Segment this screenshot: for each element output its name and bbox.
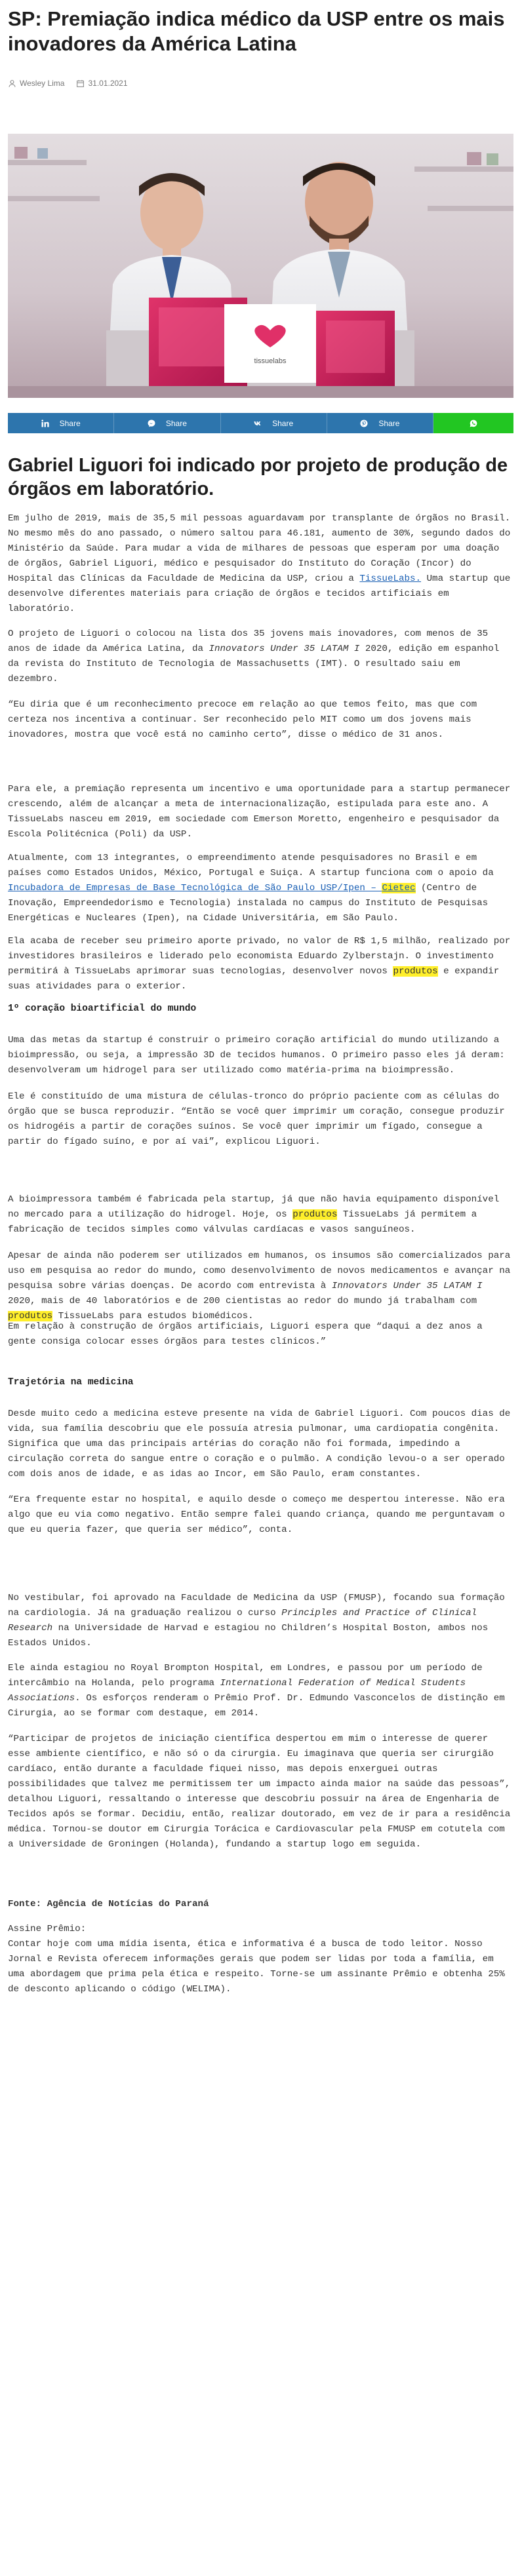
whatsapp-icon: [470, 420, 477, 427]
paragraph: Assine Prêmio:: [8, 1924, 87, 1934]
paragraph: O projeto de Liguori o colocou na lista dos 35 jovens mais inovadores, com menos de 35 anos de idade da América Latina, da Innovators Under 35 LATAM I 2020, edição em espanhol da revista do Instituto de Tecnologia de Massachusetts (IMT). O resultado saiu em dezembro.: [8, 629, 500, 684]
paragraph: “Eu diria que é um reconhecimento precoce em relação ao que temos feito, mas que com certeza nos incentiva a continuar. Ser reconhecido pelo MIT como um dos jovens mais inovadores, mostra que você está no caminho certo”, disse o médico de 31 anos.: [8, 699, 477, 740]
svg-text:tissuelabs: tissuelabs: [254, 357, 287, 365]
paragraph: Ele ainda estagiou no Royal Brompton Hospital, em Londres, e passou por um período de intercâmbio na Holanda, pelo programa International Federation of Medical Students Associations. Os esforços renderam o Prêmio Prof. Dr. Edmundo Vasconcelos de distinção em Cirurgia, ao se formar com destaque, em 2014.: [8, 1663, 505, 1719]
paragraph: “Era frequente estar no hospital, e aquilo desde o começo me despertou interesse. Não era algo que eu via como negativo. Então sempre falei quando criança, quando me perguntavam o que eu queria fazer, que queria ser médico”, conta.: [8, 1494, 505, 1535]
date-meta: [76, 79, 127, 88]
source-credit: Fonte: Agência de Notícias do Paraná: [8, 1899, 209, 1909]
hero-image: [8, 134, 513, 398]
share-label: Share: [272, 418, 294, 428]
paragraph: Contar hoje com uma mídia isenta, ética e informativa é a busca de todo leitor. Nosso Jornal e Revista oferecem informações gerais que podem ser lidas por toda a família, em uma abordagem que prima pela ética e respeito. Torne-se um assinante Prêmio e obtenha 25% de desconto aplicando o código (WELIMA).: [8, 1939, 505, 1995]
paragraph: “Participar de projetos de iniciação científica despertou em mim o interesse de querer esse ambiente científico, e não só o da cirurgia. Eu imaginava que queria ser cirurgião cardíaco, então durante a faculdade fiquei nisso, mas depois enxerguei outras possibilidades que talvez me permitissem ter um impacto ainda maior na saúde das pessoas”, detalhou Liguori, ressaltando o interesse que descobriu possuir na área de Engenharia de Tecidos após se formar. Decidiu, então, realizar doutorado, em vez de ir para a residência médica. Tornou-se doutor em Cirurgia Torácica e Cardiovascular pela FMUSP em cotutela com a Universidade de Groningen (Holanda), fundando a startup logo em seguida.: [8, 1734, 511, 1850]
article-title: SP: Premiação indica médico da USP entre os mais inovadores da América Latina: [8, 7, 505, 55]
share-vk-button[interactable]: [221, 413, 327, 433]
share-linkedin-button[interactable]: [8, 413, 114, 433]
share-whatsapp-button[interactable]: [433, 413, 513, 433]
paragraph: Ela acaba de receber seu primeiro aporte privado, no valor de R$ 1,5 milhão, realizado por investidores brasileiros e liderado pelo economista Eduardo Zylberstajn. O investimento permitirá à TissueLabs aprimorar suas tecnologias, desenvolver novos produtos e expandir suas atividades para o exterior.: [8, 936, 511, 992]
lab-photo: [8, 134, 513, 398]
vk-icon: [254, 420, 262, 427]
paragraph: Apesar de ainda não poderem ser utilizados em humanos, os insumos são comercializados para uso em pesquisa ao redor do mundo, como desenvolvimento de novos medicamentos e avançar na pesquisa sobre várias doenças. De acordo com entrevista à Innovators Under 35 LATAM I 2020, mais de 40 laboratórios e de 200 cientistas ao redor do mundo já trabalham com produtos TissueLabs para estudos biomédicos.: [8, 1251, 511, 1321]
author-meta[interactable]: [8, 79, 64, 88]
article-subtitle: Gabriel Liguori foi indicado por projeto de produção de órgãos em laboratório.: [8, 455, 508, 499]
tissuelabs-link[interactable]: TissueLabs.: [359, 574, 422, 584]
article-meta: [8, 77, 140, 89]
paragraph: Ele é constituído de uma mistura de células-tronco do próprio paciente com as células do órgão que se busca reproduzir. “Então se você quer imprimir um coração, consegue produzir os hidrogéis a partir de corações suínos. Se você quer imprimir um fígado, consegue a partir do fígado suíno, e por aí vai”, explicou Liguori.: [8, 1091, 505, 1147]
publish-date: 31.01.2021: [88, 79, 128, 88]
paragraph: Em relação à construção de órgãos artificiais, Liguori espera que “daqui a dez anos a gente consiga colocar esses órgãos para testes clínicos.”: [8, 1321, 483, 1347]
share-pinterest-button[interactable]: [327, 413, 433, 433]
paragraph: Uma das metas da startup é construir o primeiro coração artificial do mundo utilizando a bioimpressão, ou seja, a impressão 3D de tecidos humanos. O primeiro passo eles já deram: desenvolveram um hidrogel para ser utilizado como matéria-prima na bioimpressão.: [8, 1035, 505, 1076]
user-icon: [8, 79, 16, 88]
author-name: Wesley Lima: [20, 79, 65, 88]
section-heading: 1º coração bioartificial do mundo: [8, 1004, 197, 1014]
paragraph: Para ele, a premiação representa um incentivo e uma oportunidade para a startup permanecer crescendo, além de alcançar a meta de internacionalização, estipulada para este ano. A TissueLabs nasceu em 2019, em sociedade com Emerson Moretto, engenheiro e pesquisador da Escola Politécnica (Poli) da USP.: [8, 784, 511, 840]
messenger-icon: [148, 420, 155, 427]
linkedin-icon: [41, 420, 49, 427]
share-label: Share: [59, 418, 81, 428]
share-bar: [8, 413, 513, 433]
paragraph: A bioimpressora também é fabricada pela startup, já que não havia equipamento disponível no mercado para a utilização do hidrogel. Hoje, os produtos TissueLabs já permitem a fabricação de tecidos simples como válvulas cardíacas e vasos sanguíneos.: [8, 1194, 500, 1235]
incubadora-link[interactable]: Incubadora de Empresas de Base Tecnológica de São Paulo USP/Ipen – Cietec: [8, 883, 416, 893]
calendar-icon: [76, 79, 85, 88]
share-messenger-button[interactable]: [114, 413, 220, 433]
paragraph: Atualmente, com 13 integrantes, o empreendimento atende pesquisadores no Brasil e em países como Estados Unidos, México, Portugal e Suiça. A startup funciona com o apoio da Incubadora de Empresas de Base Tecnológica de São Paulo USP/Ipen – Cietec (Centro de Inovação, Empreendedorismo e Tecnologia) instalada no campus do Instituto de Pesquisas Energéticas e Nucleares (Ipen), na Cidade Universitária, em São Paulo.: [8, 853, 494, 924]
section-heading: Trajetória na medicina: [8, 1377, 134, 1388]
paragraph: No vestibular, foi aprovado na Faculdade de Medicina da USP (FMUSP), focando sua formação na cardiologia. Já na graduação realizou o curso Principles and Practice of Clinical Research na Universidade de Harvad e estagiou no Children’s Hospital Boston, ambos nos Estados Unidos.: [8, 1593, 505, 1649]
paragraph: Desde muito cedo a medicina esteve presente na vida de Gabriel Liguori. Com poucos dias de vida, sua família descobriu que ele possuía atresia pulmonar, uma cardiopatia congênita. Significa que uma das principais artérias do coração não foi formada, impedindo a circulação correta do sangue entre o coração e o pulmão. A condição levou-o a ser operado com dois anos de idade, e as idas ao Incor, em São Paulo, eram constantes.: [8, 1409, 511, 1479]
paragraph: Em julho de 2019, mais de 35,5 mil pessoas aguardavam por transplante de órgãos no Brasil. No mesmo mês do ano passado, o número saltou para 46.181, aumento de 30%, segundo dados do Ministério da Saúde. Para mudar a vida de milhares de pessoas que esperam por uma doação de órgãos, Gabriel Liguori, médico e pesquisador do Instituto do Coração (Incor) do Hospital das Clínicas da Faculdade de Medicina da USP, criou a TissueLabs. Uma startup que desenvolve diferentes materiais para criação de órgãos e tecidos artificiais em laboratório.: [8, 513, 511, 614]
share-label: Share: [165, 418, 187, 428]
share-label: Share: [378, 418, 400, 428]
pinterest-icon: [360, 420, 368, 427]
